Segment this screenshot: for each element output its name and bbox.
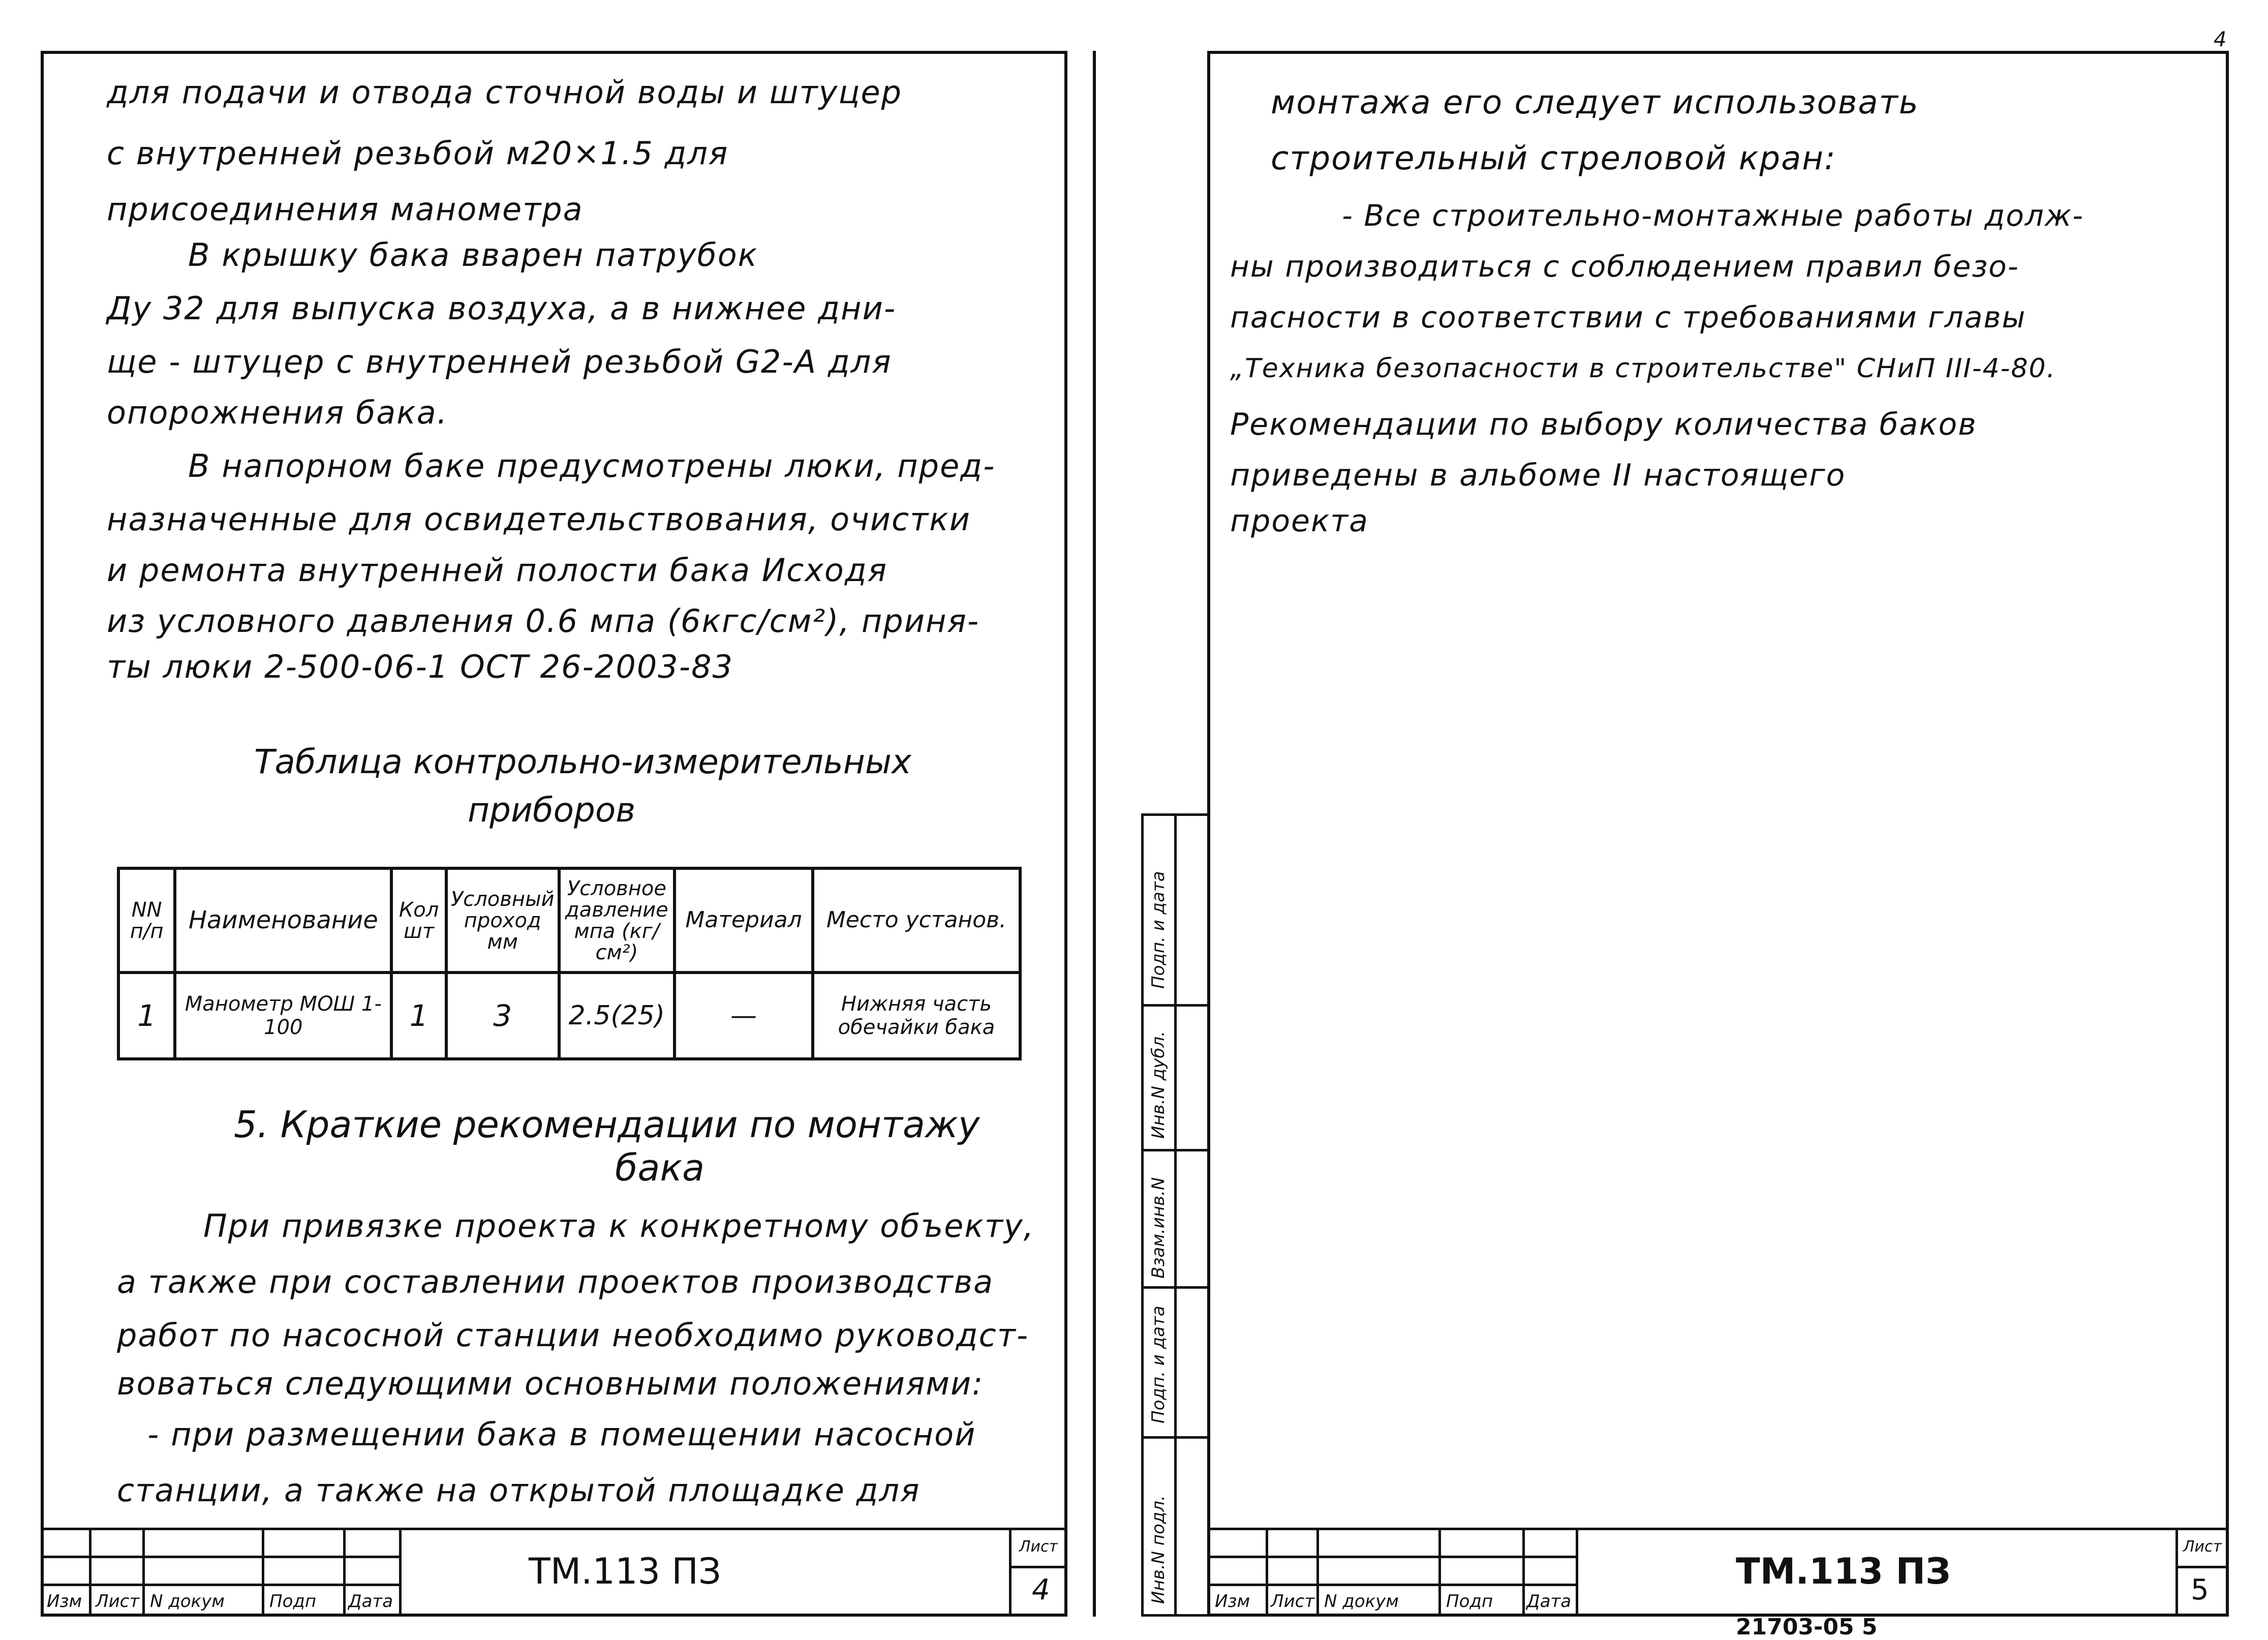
cell-number: 1: [118, 973, 175, 1059]
instruments-table: [117, 867, 1022, 1060]
stamp-cell: [142, 1556, 264, 1586]
stamp-label-list: Лист: [96, 1591, 140, 1612]
stamp-label-doc: N докум: [1324, 1591, 1399, 1612]
stamp-label-sign: Подп: [269, 1591, 317, 1612]
stamp-cell: [1438, 1528, 1525, 1558]
stamp-cell: [343, 1556, 402, 1586]
text-line: работ по насосной станции необходимо руководст-: [117, 1317, 1029, 1354]
cell-name: Манометр МОШ 1-100: [175, 973, 391, 1059]
text-line: с внутренней резьбой м20×1.5 для: [107, 135, 729, 172]
text-line: проекта: [1230, 503, 1369, 539]
text-line: и ремонта внутренней полости бака Исходя: [107, 552, 888, 589]
cell-qty: 1: [391, 973, 446, 1059]
side-cell: [1174, 1149, 1210, 1289]
stamp-cell: [1316, 1528, 1441, 1558]
section-title: 5. Краткие рекомендации по монтажу: [234, 1103, 980, 1146]
stamp-document-code: ТМ.113 ПЗ: [529, 1551, 721, 1592]
text-line: В напорном баке предусмотрены люки, пред-: [188, 447, 996, 484]
stamp-label-izm: Изм: [47, 1591, 82, 1612]
side-label: Инв.N дубл.: [1148, 1031, 1169, 1139]
stamp-cell: [1266, 1556, 1319, 1586]
col-header-qty: Кол шт: [391, 868, 446, 973]
corner-page-number: 4: [2214, 28, 2227, 51]
col-header-name: Наименование: [175, 868, 391, 973]
text-line: из условного давления 0.6 мпа (6кгс/см²), приня-: [107, 602, 980, 640]
stamp-document-code: ТМ.113 ПЗ: [1736, 1551, 1951, 1592]
side-label: Подп. и дата: [1148, 1305, 1169, 1423]
col-header-pressure: Условное давление мпа (кг/см²): [559, 868, 675, 973]
text-line: опорожнения бака.: [107, 394, 448, 431]
stamp-label-doc: N докум: [150, 1591, 225, 1612]
side-cell: [1174, 1436, 1210, 1617]
stamp-label-date: Дата: [348, 1591, 393, 1612]
text-line: монтажа его следует использовать: [1271, 84, 1919, 122]
col-header-location: Место установ.: [813, 868, 1020, 973]
text-line: - Все строительно-монтажные работы долж-: [1342, 198, 2084, 233]
text-line: а также при составлении проектов производства: [117, 1263, 994, 1300]
text-line: для подачи и отвода сточной воды и штуцер: [107, 74, 903, 111]
stamp-cell: [89, 1556, 145, 1586]
cell-pressure: 2.5(25): [559, 973, 675, 1059]
col-header-number: NN п/п: [118, 868, 175, 973]
text-line: Ду 32 для выпуска воздуха, а в нижнее дни-: [107, 290, 897, 327]
right-page-frame: [1207, 51, 2229, 1617]
cell-passage: 3: [446, 973, 559, 1059]
cell-location: Нижняя часть обечайки бака: [813, 973, 1020, 1059]
stamp-cell: [1438, 1556, 1525, 1586]
section-title-continued: бака: [615, 1146, 705, 1189]
stamp-sheet-label: Лист: [2183, 1538, 2222, 1556]
text-line: назначенные для освидетельствования, очистки: [107, 501, 971, 538]
stamp-cell: [1522, 1556, 1578, 1586]
stamp-label-list: Лист: [1271, 1591, 1315, 1612]
stamp-label-izm: Изм: [1215, 1591, 1250, 1612]
stamp-cell: [142, 1528, 264, 1558]
text-line: - при размещении бака в помещении насосной: [147, 1416, 976, 1453]
text-line: пасности в соответствии с требованиями главы: [1230, 300, 2027, 335]
text-line: воваться следующими основными положениями:: [117, 1365, 984, 1402]
stamp-cell: [1316, 1556, 1441, 1586]
text-line: приведены в альбоме II настоящего: [1230, 458, 1846, 493]
col-header-passage: Условный проход мм: [446, 868, 559, 973]
text-line: станции, а также на открытой площадке для: [117, 1472, 921, 1509]
stamp-sheet-number: 4: [1032, 1573, 1050, 1606]
stamp-cell: [343, 1528, 402, 1558]
text-line: Рекомендации по выбору количества баков: [1230, 407, 1977, 442]
text-line: присоединения манометра: [107, 191, 584, 228]
side-label: Инв.N подл.: [1148, 1495, 1169, 1604]
stamp-cell: [89, 1528, 145, 1558]
text-line: При привязке проекта к конкретному объекту,: [203, 1207, 1035, 1244]
table-title: Таблица контрольно-измерительных: [254, 742, 912, 781]
text-line: ще - штуцер с внутренней резьбой G2-A для: [107, 343, 892, 380]
stamp-label-date: Дата: [1526, 1591, 1572, 1612]
stamp-cell: [41, 1528, 91, 1558]
text-line: В крышку бака вварен патрубок: [188, 236, 758, 274]
side-label: Подп. и дата: [1148, 871, 1169, 989]
cell-material: —: [675, 973, 813, 1059]
stamp-sheet-number: 5: [2191, 1573, 2209, 1606]
side-label: Взам.инв.N: [1148, 1177, 1169, 1279]
text-line: ты люки 2-500-06-1 ОСТ 26-2003-83: [107, 648, 733, 685]
stamp-cell: [1522, 1528, 1578, 1558]
table-header-row: [118, 868, 1020, 973]
stamp-label-sign: Подп: [1446, 1591, 1493, 1612]
stamp-cell: [1207, 1528, 1268, 1558]
stamp-cell: [1266, 1528, 1319, 1558]
stamp-inventory-number: 21703-05 5: [1736, 1614, 1878, 1640]
page-divider: [1093, 51, 1096, 1617]
text-line: ны производиться с соблюдением правил безо-: [1230, 249, 2019, 284]
stamp-cell: [41, 1556, 91, 1586]
side-cell: [1174, 1286, 1210, 1439]
stamp-cell: [262, 1528, 346, 1558]
stamp-cell: [262, 1556, 346, 1586]
table-title-continued: приборов: [468, 791, 636, 830]
table-row: [118, 973, 1020, 1059]
left-title-block: [41, 1528, 1067, 1617]
right-title-block: [1207, 1528, 2229, 1640]
stamp-sheet-label: Лист: [1019, 1538, 1058, 1556]
side-cell: [1174, 813, 1210, 1007]
side-signature-strip: [1141, 813, 1210, 1617]
col-header-material: Материал: [675, 868, 813, 973]
text-line: „Техника безопасности в строительстве" СНиП III-4-80.: [1230, 353, 2057, 384]
side-cell: [1174, 1004, 1210, 1151]
stamp-cell: [1207, 1556, 1268, 1586]
text-line: строительный стреловой кран:: [1271, 140, 1836, 177]
